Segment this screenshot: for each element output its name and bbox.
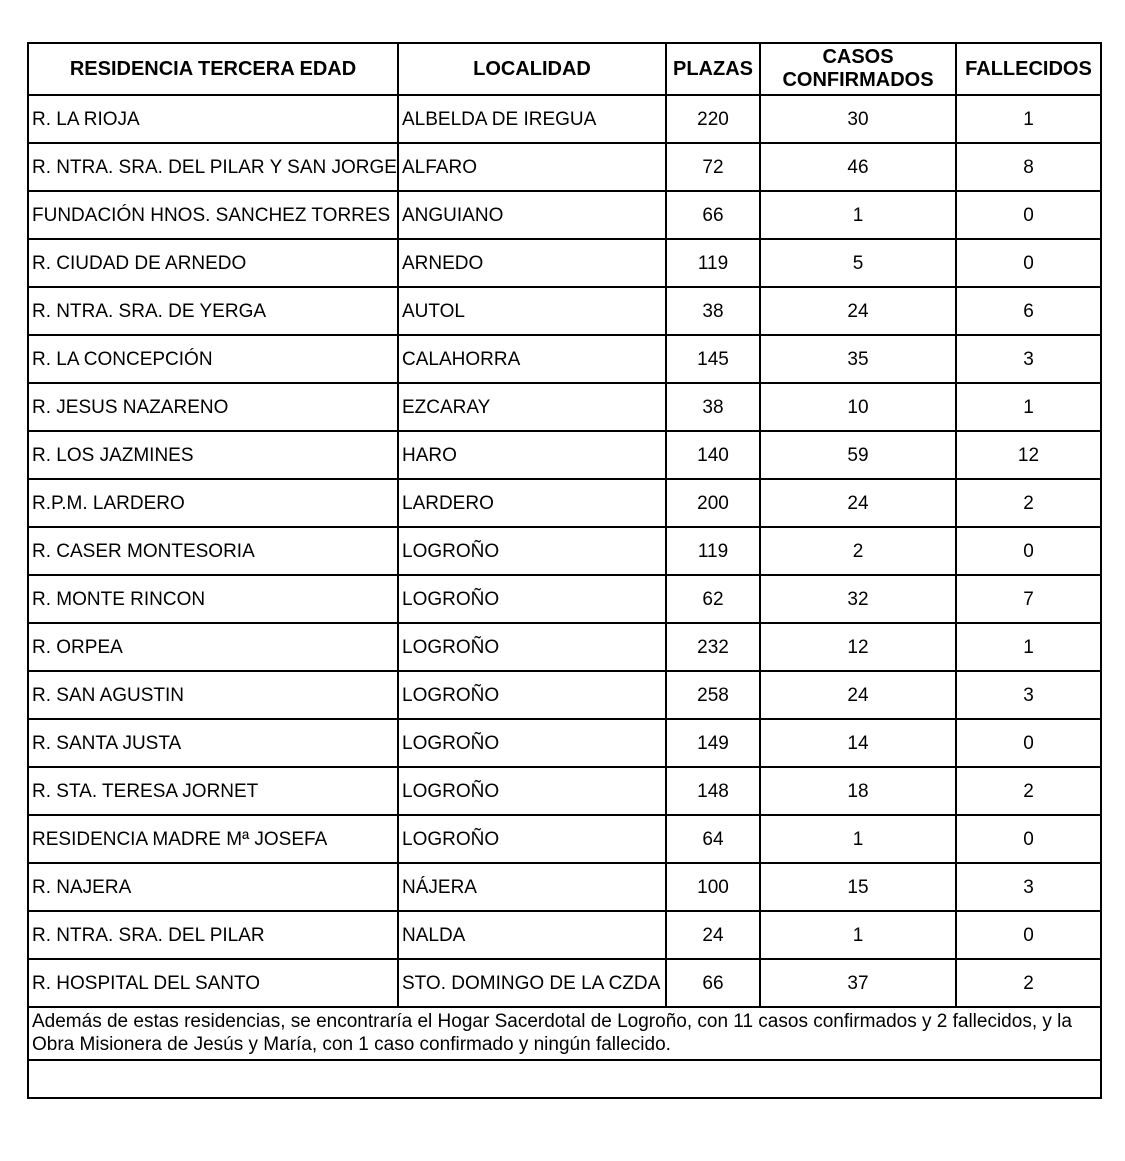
- cell-plazas: 140: [666, 431, 760, 479]
- cell-localidad: HARO: [398, 431, 666, 479]
- cell-localidad: LOGROÑO: [398, 671, 666, 719]
- cell-casos-confirmados: 32: [760, 575, 956, 623]
- cell-fallecidos: 3: [956, 863, 1101, 911]
- table-row: [28, 479, 1101, 527]
- note-row: [28, 1007, 1101, 1060]
- header-plazas: PLAZAS: [666, 43, 760, 95]
- cell-casos-confirmados: 24: [760, 671, 956, 719]
- cell-fallecidos: 0: [956, 719, 1101, 767]
- cell-plazas: 232: [666, 623, 760, 671]
- cell-plazas: 66: [666, 959, 760, 1007]
- cell-residencia: RESIDENCIA MADRE Mª JOSEFA: [28, 815, 398, 863]
- cell-casos-confirmados: 18: [760, 767, 956, 815]
- header-row: [28, 43, 1101, 95]
- cell-casos-confirmados: 1: [760, 815, 956, 863]
- cell-residencia: R. LA CONCEPCIÓN: [28, 335, 398, 383]
- cell-fallecidos: 3: [956, 671, 1101, 719]
- cell-residencia: R. LOS JAZMINES: [28, 431, 398, 479]
- cell-localidad: CALAHORRA: [398, 335, 666, 383]
- cell-casos-confirmados: 46: [760, 143, 956, 191]
- cell-plazas: 119: [666, 527, 760, 575]
- cell-fallecidos: 3: [956, 335, 1101, 383]
- cell-localidad: NÁJERA: [398, 863, 666, 911]
- table-row: [28, 863, 1101, 911]
- header-fallecidos: FALLECIDOS: [956, 43, 1101, 95]
- cell-casos-confirmados: 2: [760, 527, 956, 575]
- cell-localidad: ALFARO: [398, 143, 666, 191]
- cell-residencia: R. NTRA. SRA. DEL PILAR Y SAN JORGE: [28, 143, 398, 191]
- table-row: [28, 959, 1101, 1007]
- footnote: Además de estas residencias, se encontraría el Hogar Sacerdotal de Logroño, con 11 casos confirmados y 2 fallecidos, y la Obra Misionera de Jesús y María, con 1 caso confirmado y ningún fallecido.: [28, 1007, 1101, 1060]
- cell-casos-confirmados: 37: [760, 959, 956, 1007]
- cell-plazas: 220: [666, 95, 760, 143]
- cell-residencia: FUNDACIÓN HNOS. SANCHEZ TORRES: [28, 191, 398, 239]
- cell-localidad: LARDERO: [398, 479, 666, 527]
- cell-fallecidos: 0: [956, 527, 1101, 575]
- cell-fallecidos: 0: [956, 239, 1101, 287]
- cell-fallecidos: 1: [956, 623, 1101, 671]
- cell-residencia: R. ORPEA: [28, 623, 398, 671]
- cell-localidad: ANGUIANO: [398, 191, 666, 239]
- cell-casos-confirmados: 24: [760, 479, 956, 527]
- header-localidad: LOCALIDAD: [398, 43, 666, 95]
- cell-casos-confirmados: 59: [760, 431, 956, 479]
- table-row: [28, 767, 1101, 815]
- table-row: [28, 623, 1101, 671]
- table-row: [28, 287, 1101, 335]
- cell-fallecidos: 0: [956, 815, 1101, 863]
- cell-localidad: LOGROÑO: [398, 575, 666, 623]
- cell-casos-confirmados: 30: [760, 95, 956, 143]
- cell-residencia: R. NAJERA: [28, 863, 398, 911]
- cell-casos-confirmados: 14: [760, 719, 956, 767]
- cell-residencia: R.P.M. LARDERO: [28, 479, 398, 527]
- cell-localidad: LOGROÑO: [398, 623, 666, 671]
- table-row: [28, 575, 1101, 623]
- table-row: [28, 815, 1101, 863]
- cell-localidad: STO. DOMINGO DE LA CZDA: [398, 959, 666, 1007]
- cell-fallecidos: 12: [956, 431, 1101, 479]
- table-row: [28, 671, 1101, 719]
- cell-localidad: LOGROÑO: [398, 719, 666, 767]
- cell-fallecidos: 0: [956, 911, 1101, 959]
- cell-localidad: EZCARAY: [398, 383, 666, 431]
- cell-fallecidos: 7: [956, 575, 1101, 623]
- cell-casos-confirmados: 24: [760, 287, 956, 335]
- header-casos-confirmados: CASOS CONFIRMADOS: [760, 43, 956, 95]
- cell-plazas: 100: [666, 863, 760, 911]
- cell-fallecidos: 2: [956, 959, 1101, 1007]
- cell-plazas: 148: [666, 767, 760, 815]
- cell-plazas: 145: [666, 335, 760, 383]
- cell-fallecidos: 1: [956, 95, 1101, 143]
- cell-residencia: R. JESUS NAZARENO: [28, 383, 398, 431]
- cell-plazas: 66: [666, 191, 760, 239]
- table-row: [28, 143, 1101, 191]
- cell-residencia: R. NTRA. SRA. DEL PILAR: [28, 911, 398, 959]
- table-row: [28, 191, 1101, 239]
- cell-residencia: R. MONTE RINCON: [28, 575, 398, 623]
- cell-residencia: R. LA RIOJA: [28, 95, 398, 143]
- cell-residencia: R. NTRA. SRA. DE YERGA: [28, 287, 398, 335]
- cell-fallecidos: 0: [956, 191, 1101, 239]
- cell-localidad: ALBELDA DE IREGUA: [398, 95, 666, 143]
- table-row: [28, 719, 1101, 767]
- cell-casos-confirmados: 1: [760, 911, 956, 959]
- table-row: [28, 239, 1101, 287]
- table-row: [28, 527, 1101, 575]
- blank-cell: [28, 1060, 1101, 1098]
- cell-casos-confirmados: 12: [760, 623, 956, 671]
- table-row: [28, 95, 1101, 143]
- cell-residencia: R. STA. TERESA JORNET: [28, 767, 398, 815]
- cell-casos-confirmados: 5: [760, 239, 956, 287]
- cell-localidad: LOGROÑO: [398, 527, 666, 575]
- cell-localidad: LOGROÑO: [398, 815, 666, 863]
- cell-residencia: R. CIUDAD DE ARNEDO: [28, 239, 398, 287]
- cell-residencia: R. CASER MONTESORIA: [28, 527, 398, 575]
- cell-localidad: NALDA: [398, 911, 666, 959]
- cell-casos-confirmados: 1: [760, 191, 956, 239]
- cell-plazas: 149: [666, 719, 760, 767]
- table-body: [28, 95, 1101, 1007]
- table-row: [28, 383, 1101, 431]
- blank-row: [28, 1060, 1101, 1098]
- cell-localidad: AUTOL: [398, 287, 666, 335]
- cell-localidad: ARNEDO: [398, 239, 666, 287]
- cell-localidad: LOGROÑO: [398, 767, 666, 815]
- cell-casos-confirmados: 35: [760, 335, 956, 383]
- residencias-table: [27, 42, 1102, 1099]
- table-row: [28, 431, 1101, 479]
- cell-plazas: 64: [666, 815, 760, 863]
- cell-fallecidos: 6: [956, 287, 1101, 335]
- cell-casos-confirmados: 10: [760, 383, 956, 431]
- cell-fallecidos: 2: [956, 767, 1101, 815]
- header-residencia: RESIDENCIA TERCERA EDAD: [28, 43, 398, 95]
- cell-plazas: 38: [666, 383, 760, 431]
- cell-plazas: 62: [666, 575, 760, 623]
- cell-fallecidos: 8: [956, 143, 1101, 191]
- cell-plazas: 200: [666, 479, 760, 527]
- cell-plazas: 38: [666, 287, 760, 335]
- cell-plazas: 119: [666, 239, 760, 287]
- table-row: [28, 911, 1101, 959]
- cell-residencia: R. SAN AGUSTIN: [28, 671, 398, 719]
- cell-plazas: 72: [666, 143, 760, 191]
- cell-fallecidos: 2: [956, 479, 1101, 527]
- cell-residencia: R. HOSPITAL DEL SANTO: [28, 959, 398, 1007]
- cell-fallecidos: 1: [956, 383, 1101, 431]
- cell-casos-confirmados: 15: [760, 863, 956, 911]
- cell-residencia: R. SANTA JUSTA: [28, 719, 398, 767]
- cell-plazas: 24: [666, 911, 760, 959]
- cell-plazas: 258: [666, 671, 760, 719]
- table-row: [28, 335, 1101, 383]
